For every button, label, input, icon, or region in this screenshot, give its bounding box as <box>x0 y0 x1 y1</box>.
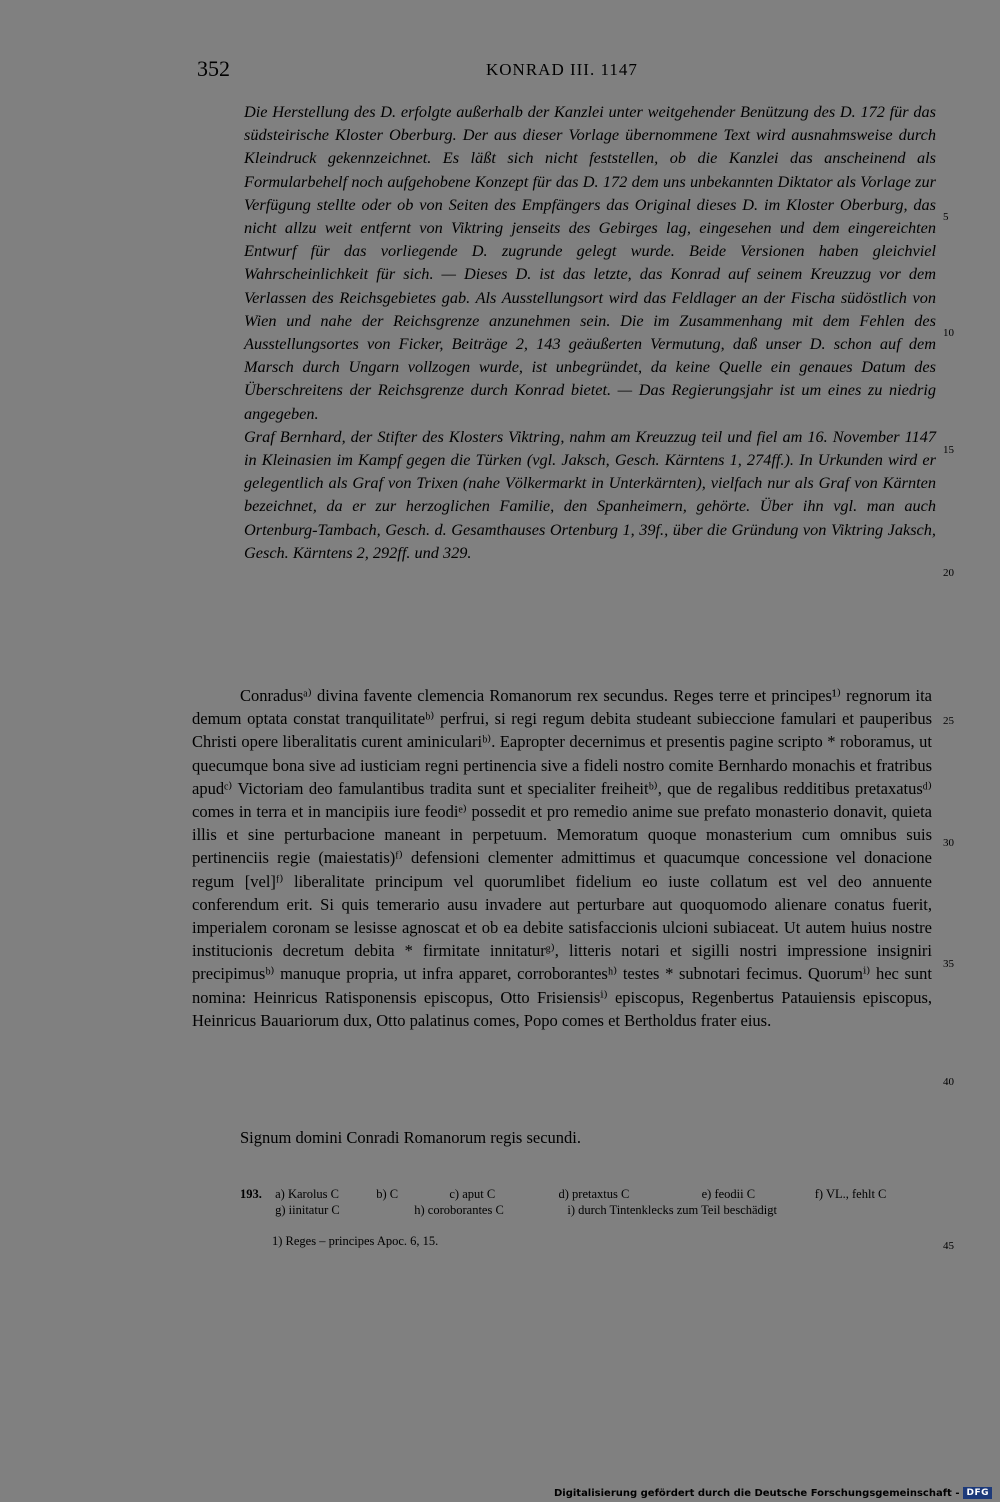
critical-apparatus <box>240 1186 886 1218</box>
apparatus-row <box>240 1202 886 1218</box>
apparatus-note: d) pretaxtus C <box>558 1187 630 1201</box>
line-number: 30 <box>943 837 954 849</box>
running-title: KONRAD III. 1147 <box>486 60 638 79</box>
funding-text: Digitalisierung gefördert durch die Deutsche Forschungsgemeinschaft - <box>553 1487 960 1499</box>
document-number: 193. <box>240 1187 262 1201</box>
line-number: 15 <box>943 444 954 456</box>
line-number: 10 <box>943 327 954 339</box>
line-number: 40 <box>943 1076 954 1088</box>
apparatus-note: c) aput C <box>449 1187 496 1201</box>
line-number: 20 <box>943 567 954 579</box>
funding-notice <box>554 1487 992 1499</box>
commentary <box>244 100 936 564</box>
apparatus-note: b) C <box>376 1187 399 1201</box>
commentary-paragraph-2: Graf Bernhard, der Stifter des Klosters Viktring, nahm am Kreuzzug teil und fiel am 16. November 1147 in Kleinasien im Kampf gegen die Türken (vgl. Jaksch, Gesch. Kärntens 1, 274ff.). In Urkunden wird er gelegentlich als Graf von Trixen (nahe Völkermarkt in Unterkärnten), vielfach nur als Graf von Kärnten bezeichnet, da er zur herzoglichen Familie, den Spanheimern, gehörte. Über ihn vgl. man auch Ortenburg-Tambach, Gesch. d. Gesamthauses Ortenburg 1, 39f., über die Gründung von Viktring Jaksch, Gesch. Kärntens 2, 292ff. und 329. <box>244 426 936 562</box>
signum-line: Signum domini Conradi Romanorum regis secundi. <box>240 1128 581 1147</box>
charter-paragraph: Conradusᵃ⁾ divina favente clemencia Romanorum rex secundus. Reges terre et principes¹⁾ regnorum ita demum optata constat tranquilitateᵇ⁾ perfrui, si regi regum debita studeant subieccione famulari et pauperibus Christi opere liberalitatis curent aminiculariᵇ⁾. Eapropter decernimus et presentis pagine scripto * roboramus, ut quecumque bona sive ad iusticiam regni pertinencia sive a fideli nostro comite Bernhardo monachis et fratribus apudᶜ⁾ Victoriam deo famulantibus tradita sunt et specialiter freiheitᵇ⁾, que de regalibus redditibus pretaxatusᵈ⁾ comes in terra et in mancipiis iure feodiᵉ⁾ possedit et pro remedio anime sue prefato monasterio donavit, quieta illis et sine perturbacione maneant in perpetuum. Memoratum quoque monasterium cum omnibus suis pertinenciis regie (maiestatis)ᶠ⁾ defensioni clementer admittimus et quacumque concessione vel donacione regum [vel]ᶠ⁾ liberalitate principum vel quorumlibet fidelium eo iuste collatum est vel deo annuente conferendum erit. Si quis temerario ausu invadere aut perturbare aut quoquomodo alienare conatus fuerit, imperialem coronam se lesisse agnoscat et ob ea debite satisfaccionis ulcioni subiaceat. Ut autem huius nostre institucionis decretum debita * firmitate innitaturᵍ⁾, litteris notari et sigilli nostri impressione insigniri precipimusᵇ⁾ manuque propria, ut infra apparet, corroborantesʰ⁾ testes * subnotari fecimus. Quorumⁱ⁾ hec sunt nomina: Heinricus Ratisponensis episcopus, Otto Frisiensisⁱ⁾ episcopus, Regenbertus Patauiensis episcopus, Heinricus Bauariorum dux, Otto palatinus comes, Popo comes et Bertholdus frater eius. <box>192 686 932 1030</box>
charter-text <box>192 684 932 1032</box>
line-number: 25 <box>943 715 954 727</box>
line-number: 5 <box>943 211 949 223</box>
footnote: 1) Reges – principes Apoc. 6, 15. <box>272 1234 439 1248</box>
apparatus-note: f) VL., fehlt C <box>814 1187 887 1201</box>
apparatus-note: i) durch Tintenklecks zum Teil beschädigt <box>567 1203 778 1217</box>
apparatus-note: h) coroborantes C <box>414 1203 504 1217</box>
page-number: 352 <box>197 56 230 81</box>
line-number: 35 <box>943 958 954 970</box>
line-number: 45 <box>943 1240 954 1252</box>
apparatus-row <box>240 1186 886 1202</box>
apparatus-note: a) Karolus C <box>275 1187 339 1201</box>
commentary-paragraph-1: Die Herstellung des D. erfolgte außerhalb der Kanzlei unter weitgehender Benützung des D. 172 für das südsteirische Kloster Oberburg. Der aus dieser Vorlage übernommene Text wird ausnahmsweise durch Kleindruck gekennzeichnet. Es läßt sich nicht feststellen, ob die Kanzlei das anscheinend als Formularbehelf noch aufgehobene Konzept für das D. 172 dem uns unbekannten Diktator als Vorlage zur Verfügung stellte oder ob von Seiten des Empfängers das Original dieses D. im Kloster Oberburg, das nicht allzu weit entfernt von Viktring jenseits des Gebirges lag, eingesehen und dem eingereichten Entwurf für das vorliegende D. zugrunde gelegt wurde. Beide Versionen haben gleichviel Wahrscheinlichkeit für sich. — Dieses D. ist das letzte, das Konrad auf seinem Kreuzzug vor dem Verlassen des Reichsgebietes gab. Als Ausstellungsort wird das Feldlager an der Fischa südöstlich von Wien und nahe der Reichsgrenze anzunehmen sein. Die im Zusammenhang mit dem Fehlen des Ausstellungsortes von Ficker, Beiträge 2, 143 geäußerten Vermutung, daß unser D. schon auf dem Marsch durch Ungarn vollzogen wurde, ist unbegründet, da keine Quelle ein genaues Datum des Überschreitens der Reichsgrenze durch Konrad bietet. — Das Regierungsjahr ist um eines zu niedrig angegeben. <box>244 102 936 423</box>
dfg-logo-icon: DFG <box>963 1487 992 1499</box>
apparatus-note: g) iinitatur C <box>275 1203 340 1217</box>
apparatus-note: e) feodii C <box>701 1187 756 1201</box>
